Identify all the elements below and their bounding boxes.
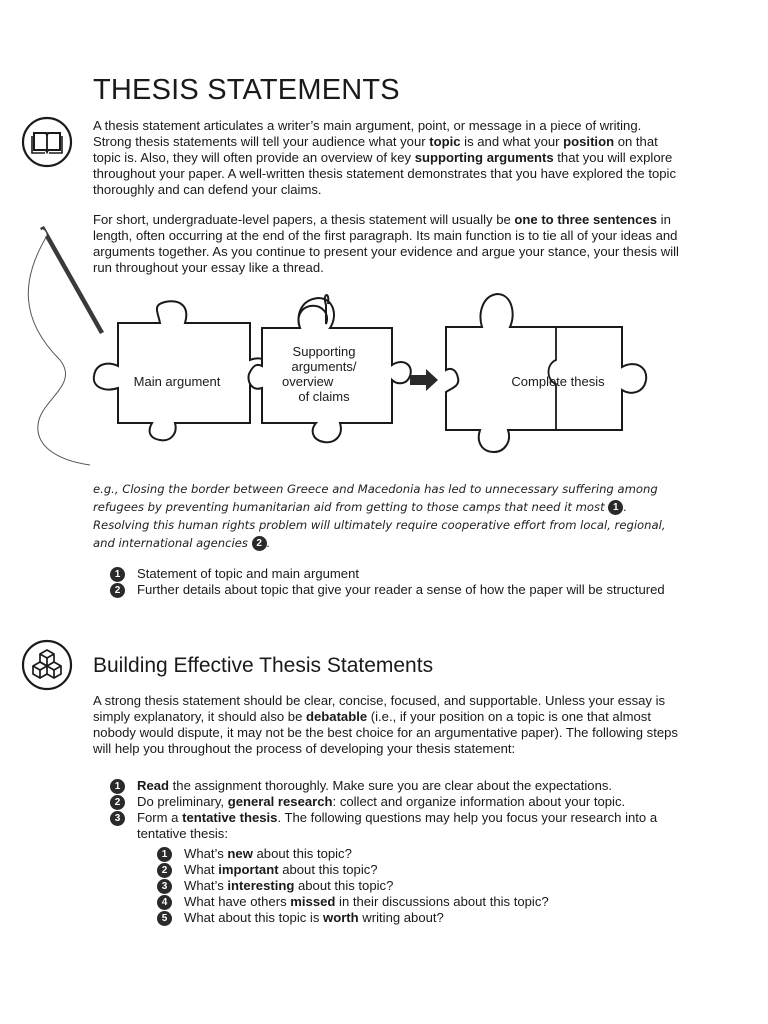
intro-paragraph-1: A thesis statement articulates a writer’s main argument, point, or message in a piece of writing. Strong thesis statements will tell your audience what your topic is and what your position on that topic is. Also, they will often provide an overview of key supporting arguments that you will explore throughout your paper. A well-written thesis statement demonstrates that you have explored the topic thoroughly and can defend your claims. bbox=[93, 118, 677, 197]
number-badge-icon: 3 bbox=[157, 879, 172, 894]
cubes-icon bbox=[20, 638, 74, 692]
number-badge-icon: 1 bbox=[110, 779, 125, 794]
list-item: 2 What important about this topic? bbox=[157, 862, 657, 878]
list-item: 3 Form a tentative thesis. The following questions may help you focus your research into a tentative thesis: bbox=[110, 810, 680, 842]
book-icon bbox=[20, 115, 74, 169]
number-badge-icon: 2 bbox=[110, 583, 125, 598]
marker-2-icon: 2 bbox=[252, 536, 267, 551]
example-thesis: e.g., Closing the border between Greece and Macedonia has led to unnecessary suffering among refugees by preventing humanitarian aid from getting to those camps that need it most 1 . Resolving this human rights problem will ultimately require cooperative effort from local, regional, and international agencies 2 . bbox=[93, 482, 666, 550]
steps-list bbox=[110, 778, 680, 842]
number-badge-icon: 4 bbox=[157, 895, 172, 910]
number-badge-icon: 5 bbox=[157, 911, 172, 926]
list-item: 5 What about this topic is worth writing about? bbox=[157, 910, 657, 926]
puzzle-piece-complete bbox=[446, 294, 646, 452]
label-main-argument: Main argument bbox=[133, 374, 221, 389]
number-badge-icon: 2 bbox=[110, 795, 125, 810]
label-complete-thesis: Complete thesis bbox=[511, 374, 605, 389]
number-badge-icon: 2 bbox=[157, 863, 172, 878]
section-heading: Building Effective Thesis Statements bbox=[93, 654, 434, 677]
list-item: 1 Statement of topic and main argument bbox=[110, 566, 670, 582]
list-item: 2 Further details about topic that give your reader a sense of how the paper will be structured bbox=[110, 582, 670, 598]
label-supporting-arguments: Supporting arguments/ overview of claims bbox=[282, 344, 357, 404]
list-item: 1 What’s new about this topic? bbox=[157, 846, 657, 862]
number-badge-icon: 1 bbox=[110, 567, 125, 582]
marker-1-icon: 1 bbox=[608, 500, 623, 515]
needle-icon bbox=[40, 226, 104, 334]
legend-list bbox=[110, 566, 670, 598]
list-item: 2 Do preliminary, general research: collect and organize information about your topic. bbox=[110, 794, 680, 810]
questions-list bbox=[157, 846, 657, 926]
intro-paragraph-2: For short, undergraduate-level papers, a thesis statement will usually be one to three sentences in length, often occurring at the end of the first paragraph. Its main function is to tie all of your ideas and arguments together. As you continue to present your evidence and argue your stance, your thesis will run throughout your essay like a thread. bbox=[93, 212, 679, 275]
number-badge-icon: 1 bbox=[157, 847, 172, 862]
list-item: 4 What have others missed in their discussions about this topic? bbox=[157, 894, 657, 910]
list-item: 3 What’s interesting about this topic? bbox=[157, 878, 657, 894]
list-item: 1 Read the assignment thoroughly. Make sure you are clear about the expectations. bbox=[110, 778, 680, 794]
section2-paragraph: A strong thesis statement should be clear, concise, focused, and supportable. Unless your essay is simply explanatory, it should also be debatable (i.e., if your position on a topic is one that almost nobody would dispute, it may not be the best choice for an argumentative paper). The following steps will help you throughout the process of developing your thesis statement: bbox=[93, 693, 678, 756]
number-badge-icon: 3 bbox=[110, 811, 125, 826]
thread-line bbox=[28, 234, 90, 465]
page-title: THESIS STATEMENTS bbox=[93, 74, 400, 106]
puzzle-piece-main bbox=[94, 301, 268, 440]
arrow-icon bbox=[410, 369, 438, 391]
